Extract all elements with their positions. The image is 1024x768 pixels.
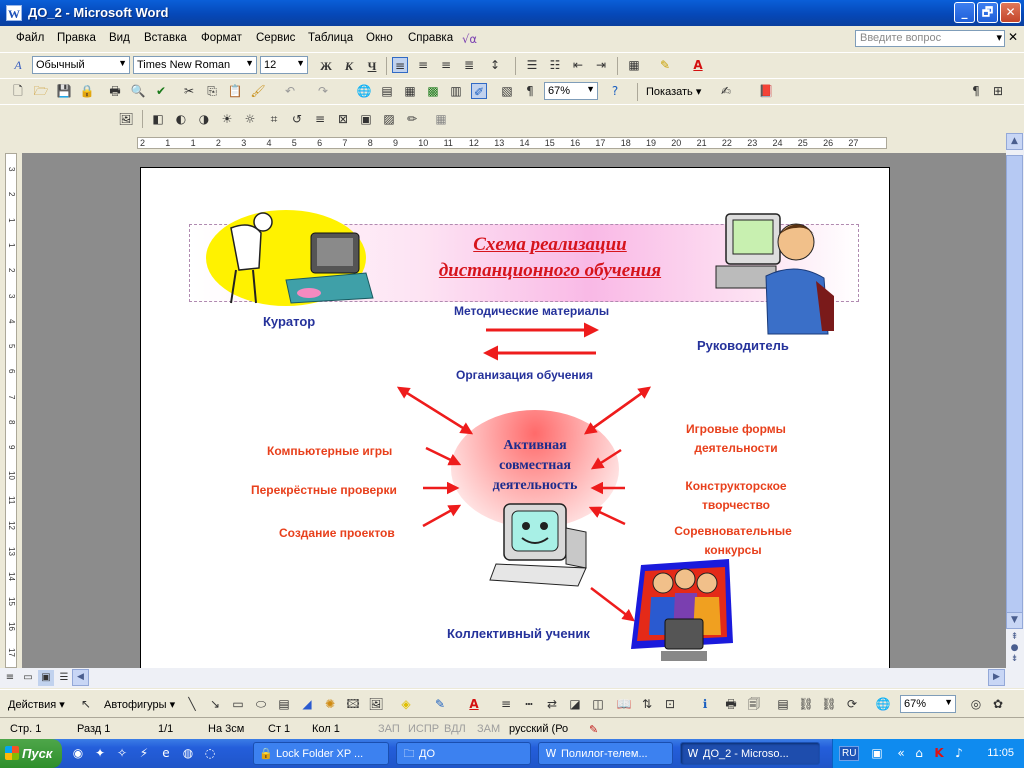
- ruler-number: 1: [190, 138, 196, 148]
- web-view-icon[interactable]: ▭: [23, 672, 33, 683]
- word-doc-icon: W: [687, 747, 699, 760]
- chevron-down-icon: ▼: [118, 58, 127, 68]
- menu-table[interactable]: Таблица: [308, 32, 354, 44]
- status-rec[interactable]: ЗАП: [378, 723, 400, 735]
- close-button[interactable]: ✕: [1000, 2, 1021, 23]
- link-icon[interactable]: ⛓: [798, 697, 814, 711]
- ruler-number: 3: [7, 167, 16, 172]
- ruler-number: 19: [646, 138, 657, 148]
- collective-student-label: Коллективный ученик: [447, 626, 590, 641]
- new-document-icon[interactable]: 🗋: [13, 84, 23, 98]
- oval-icon[interactable]: ⬭: [255, 697, 267, 711]
- title-line-1: Схема реализации: [473, 234, 627, 255]
- italic-button[interactable]: К: [344, 59, 354, 73]
- task-polilog[interactable]: W Полилог-телем...: [538, 742, 673, 765]
- print-layout-icon[interactable]: ▣: [38, 670, 54, 686]
- ruler-track: [5, 153, 17, 668]
- styles-icon[interactable]: A: [14, 58, 22, 72]
- next-page-icon[interactable]: ⇟: [1010, 654, 1019, 664]
- horizontal-scrollbar[interactable]: [0, 668, 1024, 688]
- ruler-number: 13: [7, 546, 16, 556]
- scroll-down-button[interactable]: ▼: [1006, 612, 1023, 629]
- close-document-button[interactable]: ✕: [1008, 30, 1019, 44]
- compress-icon[interactable]: ⊠: [337, 112, 349, 126]
- left-item-projects: Создание проектов: [279, 526, 395, 540]
- diagram-icon[interactable]: ✺: [324, 697, 336, 711]
- tray-icon[interactable]: «: [897, 746, 905, 760]
- set-transparent-icon[interactable]: ✏: [406, 112, 418, 126]
- outline-view-icon[interactable]: ☰: [59, 672, 69, 683]
- status-section: Разд 1: [77, 723, 111, 735]
- zoom-select[interactable]: 67% ▼: [544, 82, 598, 100]
- less-brightness-icon[interactable]: ☼: [244, 112, 256, 126]
- ruler-number: 6: [317, 138, 323, 148]
- ruler-number: 3: [241, 138, 247, 148]
- columns-icon[interactable]: ▥: [450, 84, 462, 98]
- line-style-icon[interactable]: ≡: [500, 697, 512, 711]
- ruler-number: 17: [595, 138, 606, 148]
- rectangle-icon[interactable]: ▭: [232, 697, 244, 711]
- book-icon[interactable]: 📖: [616, 697, 632, 711]
- ruler-number: 2: [140, 138, 146, 148]
- taskbar: [0, 739, 1024, 768]
- formatting-toolbar: [0, 52, 1024, 78]
- copy-icon[interactable]: ⎘: [207, 84, 217, 98]
- numbering-icon[interactable]: ☰: [526, 58, 538, 72]
- arrow-from-manager: [586, 388, 649, 433]
- line-icon[interactable]: ╲: [188, 697, 196, 711]
- show-hide-icon[interactable]: ¶: [526, 84, 534, 98]
- select-objects-icon[interactable]: ↖: [80, 697, 92, 711]
- window-title: ДО_2 - Microsoft Word: [28, 5, 169, 20]
- clipart-icon[interactable]: 🖾: [346, 697, 360, 711]
- ruler-number: 17: [7, 647, 16, 657]
- document-page[interactable]: [140, 167, 890, 668]
- ruler-number: 2: [7, 268, 16, 273]
- smiling-computer-clipart: [486, 498, 616, 590]
- game-forms-line-1: Игровые формы: [686, 422, 786, 436]
- equation-icon[interactable]: √α: [462, 32, 477, 46]
- ruler-number: 7: [7, 394, 16, 400]
- chevron-down-icon: ▼: [944, 697, 953, 707]
- vertical-scrollbar[interactable]: [1006, 133, 1024, 668]
- ruler-number: 14: [519, 138, 530, 148]
- quicklaunch-icon[interactable]: ◍: [182, 746, 194, 760]
- windows-logo-icon: [5, 746, 19, 760]
- font-size-select[interactable]: 12 ▼: [260, 56, 308, 74]
- scroll-right-button[interactable]: ▶: [988, 669, 1005, 686]
- ruler-number: 8: [367, 138, 373, 148]
- toolbar-separator: [617, 57, 618, 75]
- ruler-number: 11: [7, 495, 16, 505]
- ruler-number: 26: [823, 138, 834, 148]
- undo-icon[interactable]: ↶: [284, 84, 296, 98]
- ruler-number: 1: [7, 242, 16, 248]
- left-item-games: Компьютерные игры: [267, 444, 393, 458]
- center-line-3: деятельность: [492, 478, 578, 493]
- research-icon[interactable]: 📕: [758, 84, 774, 98]
- organization-label: Организация обучения: [456, 368, 594, 382]
- tables-borders-icon[interactable]: ▤: [381, 84, 393, 98]
- design-line-1: Конструкторское: [685, 479, 787, 493]
- contests-line-1: Соревновательные: [674, 524, 792, 538]
- save-icon[interactable]: 💾: [56, 84, 72, 98]
- replace-icon[interactable]: ⟳: [846, 697, 858, 711]
- student-monitor: [665, 619, 703, 649]
- task-folder[interactable]: 🗀 ДО: [396, 742, 531, 765]
- ruler-number: 18: [620, 138, 631, 148]
- scroll-thumb[interactable]: [1006, 155, 1023, 625]
- ruler-number: 16: [570, 138, 581, 148]
- decrease-indent-icon[interactable]: ⇤: [572, 58, 584, 72]
- volume-icon[interactable]: ♪: [955, 746, 963, 760]
- task-lock-folder[interactable]: 🔒 Lock Folder XP ...: [253, 742, 389, 765]
- fill-color-icon[interactable]: ◈: [401, 697, 411, 711]
- ruler-number: 2: [215, 138, 221, 148]
- ruler-number: 10: [418, 138, 429, 148]
- task-word-do2[interactable]: W ДО_2 - Microso...: [680, 742, 820, 765]
- borders-icon[interactable]: ▦: [628, 58, 640, 72]
- ruler-number: 4: [266, 138, 272, 148]
- text-wrapping-icon[interactable]: ▣: [360, 112, 372, 126]
- collective-student-clipart: [627, 553, 737, 668]
- ie-icon[interactable]: e: [162, 746, 170, 760]
- status-bar: [0, 717, 1024, 739]
- globe-icon[interactable]: 🌐: [875, 697, 891, 711]
- toolbar-separator: [386, 57, 387, 75]
- ruler-number: 9: [7, 445, 16, 450]
- computer-face: [512, 511, 558, 551]
- tray-icon[interactable]: ▣: [871, 746, 883, 760]
- font-color-icon[interactable]: A: [693, 58, 703, 72]
- bold-button[interactable]: Ж: [320, 59, 332, 73]
- group-icon[interactable]: ⊡: [664, 697, 676, 711]
- chevron-down-icon: ▼: [586, 84, 595, 94]
- format-painter-icon[interactable]: 🖌: [250, 84, 266, 98]
- student-head-1: [653, 573, 673, 593]
- preview-icon[interactable]: 🗐: [748, 697, 760, 711]
- info-icon[interactable]: ℹ: [702, 697, 708, 711]
- form-icon[interactable]: ▤: [777, 697, 789, 711]
- computer-side: [566, 528, 586, 568]
- computer-eye-left: [522, 522, 530, 530]
- manager-label: Руководитель: [697, 338, 789, 353]
- scroll-track[interactable]: [90, 669, 980, 686]
- chevron-down-icon: ▼: [296, 58, 305, 68]
- ruler-number: 15: [7, 597, 16, 606]
- standard-toolbar: [0, 78, 1024, 104]
- text-direction-icon[interactable]: ⇅: [641, 697, 653, 711]
- computer-keyboard: [490, 564, 586, 586]
- ruler-number: 5: [291, 138, 297, 148]
- more-contrast-icon[interactable]: ◐: [175, 112, 187, 126]
- ruler-number: 6: [7, 369, 16, 374]
- minimize-button[interactable]: _: [954, 2, 975, 23]
- line-color-icon[interactable]: ✎: [434, 697, 446, 711]
- menu-file[interactable]: Файл: [16, 32, 45, 44]
- folder-icon: 🗀: [403, 747, 415, 760]
- menu-insert[interactable]: Вставка: [144, 32, 187, 44]
- vertical-ruler[interactable]: [0, 153, 22, 668]
- ruler-number: 7: [342, 138, 348, 148]
- color-icon[interactable]: ◧: [152, 112, 164, 126]
- line-style-icon[interactable]: ≡: [314, 112, 326, 126]
- unlink-icon[interactable]: ⛓: [821, 697, 837, 711]
- ruler-number: 9: [393, 138, 399, 148]
- menu-window[interactable]: Окно: [366, 32, 393, 44]
- align-right-icon[interactable]: ≡: [440, 58, 452, 72]
- reset-picture-icon[interactable]: ▦: [435, 112, 447, 126]
- permission-icon[interactable]: 🔒: [79, 84, 95, 98]
- picture-icon[interactable]: 🖼: [368, 697, 384, 711]
- align-left-icon[interactable]: ≡: [392, 57, 408, 73]
- toolbar-separator: [637, 83, 638, 101]
- ruler-number: 21: [696, 138, 707, 148]
- status-trk[interactable]: ИСПР: [408, 723, 440, 735]
- ruler-number: 10: [7, 470, 16, 480]
- less-contrast-icon[interactable]: ◑: [198, 112, 210, 126]
- ruler-number: 8: [7, 420, 16, 425]
- ruler-number: 20: [671, 138, 682, 148]
- ruler-number: 12: [7, 521, 16, 531]
- chevron-down-icon: ▾: [996, 32, 1002, 44]
- menu-edit[interactable]: Правка: [57, 32, 96, 44]
- status-pages: 1/1: [158, 723, 174, 735]
- toolbar-separator: [515, 57, 516, 75]
- highlight-icon[interactable]: ✎: [659, 58, 671, 72]
- paragraph-mark-icon[interactable]: ¶: [972, 84, 980, 98]
- browse-object-icon[interactable]: ●: [1010, 643, 1019, 653]
- autoshapes-menu[interactable]: Автофигуры ▾: [104, 699, 176, 711]
- open-icon[interactable]: 🗁: [33, 84, 49, 98]
- scroll-left-button[interactable]: ◀: [72, 669, 89, 686]
- help-icon[interactable]: ?: [611, 84, 619, 98]
- ruler-number: 24: [772, 138, 783, 148]
- horizontal-ruler[interactable]: [0, 133, 1024, 153]
- chevron-down-icon: ▼: [245, 58, 254, 68]
- redo-icon[interactable]: ↷: [317, 84, 329, 98]
- print-icon[interactable]: 🖶: [725, 697, 737, 711]
- toolbar-options-icon[interactable]: ⊞: [992, 84, 1004, 98]
- normal-view-icon[interactable]: ≡: [5, 672, 15, 683]
- status-line: Ст 1: [268, 723, 291, 735]
- curator-label: Куратор: [263, 314, 316, 329]
- system-tray: [832, 739, 1024, 768]
- status-col: Кол 1: [312, 723, 340, 735]
- ruler-number: 12: [468, 138, 479, 148]
- clock[interactable]: 11:05: [987, 747, 1014, 759]
- more-brightness-icon[interactable]: ☀: [221, 112, 233, 126]
- increase-indent-icon[interactable]: ⇥: [595, 58, 607, 72]
- ruler-number: 11: [443, 138, 453, 148]
- maximize-button[interactable]: 🗗: [977, 2, 998, 23]
- right-item-game-forms: [681, 420, 791, 458]
- arrow-from-curator: [399, 388, 471, 433]
- font-select[interactable]: Times New Roman ▼: [133, 56, 257, 74]
- wordart-icon[interactable]: ◢: [302, 697, 312, 711]
- drawing-icon[interactable]: ✐: [471, 83, 487, 99]
- text-box-icon[interactable]: ▤: [278, 697, 290, 711]
- left-item-cross-checks: Перекрёстные проверки: [251, 483, 397, 497]
- title-line-2: дистанционного обучения: [438, 260, 662, 281]
- ruler-number: 1: [7, 217, 16, 223]
- hyperlink-icon[interactable]: 🌐: [356, 84, 372, 98]
- word-icon: W: [8, 7, 20, 21]
- status-page: Стр. 1: [10, 723, 42, 735]
- right-item-design: [671, 477, 801, 515]
- computer-eye-right: [540, 522, 548, 530]
- font-color-icon[interactable]: A: [469, 697, 479, 711]
- style-select[interactable]: Обычный ▼: [32, 56, 130, 74]
- quicklaunch-icon[interactable]: ✧: [116, 746, 128, 760]
- ruler-number: 4: [7, 318, 16, 324]
- ink-icon[interactable]: ✿: [992, 697, 1004, 711]
- document-area[interactable]: [22, 153, 1006, 668]
- ruler-number: 16: [7, 622, 16, 632]
- recolor-icon[interactable]: ◎: [970, 697, 982, 711]
- cut-icon[interactable]: ✂: [183, 84, 195, 98]
- status-at: На 3см: [208, 723, 245, 735]
- 3d-icon[interactable]: ◫: [592, 697, 604, 711]
- quicklaunch-icon[interactable]: ⚡: [139, 746, 149, 760]
- status-ext[interactable]: ВДЛ: [444, 723, 466, 735]
- ruler-number: 5: [7, 344, 16, 349]
- status-ovr[interactable]: ЗАМ: [477, 723, 501, 735]
- title-bar: [0, 0, 1024, 26]
- ruler-number: 22: [721, 138, 732, 148]
- lock-icon: 🔒: [259, 747, 273, 760]
- scroll-up-button[interactable]: ▲: [1006, 133, 1023, 150]
- ruler-number: 27: [848, 138, 859, 148]
- center-ellipse-text: [451, 436, 619, 496]
- ruler-number: 13: [494, 138, 505, 148]
- arrows-layer: [141, 168, 891, 668]
- menu-tools[interactable]: Сервис: [256, 32, 296, 44]
- bullets-icon[interactable]: ☷: [549, 58, 561, 72]
- word-doc-icon: W: [545, 747, 557, 760]
- contests-line-2: конкурсы: [704, 543, 762, 557]
- shadow-icon[interactable]: ◪: [569, 697, 581, 711]
- insert-excel-icon[interactable]: ▩: [427, 84, 439, 98]
- antivirus-icon[interactable]: K: [934, 746, 944, 760]
- ruler-number: 14: [7, 571, 16, 581]
- insert-table-icon[interactable]: ▦: [404, 84, 416, 98]
- ruler-number: 25: [797, 138, 808, 148]
- network-icon[interactable]: ⌂: [915, 746, 923, 760]
- crop-icon[interactable]: ⌗: [270, 112, 278, 126]
- arrow-projects: [423, 506, 459, 526]
- menu-view[interactable]: Вид: [109, 32, 130, 44]
- spelling-icon[interactable]: ✔: [155, 84, 167, 98]
- dash-style-icon[interactable]: ┅: [525, 697, 533, 711]
- prev-page-icon[interactable]: ⇞: [1010, 632, 1019, 642]
- arrow-style-icon[interactable]: ⇄: [546, 697, 558, 711]
- print-icon[interactable]: 🖶: [109, 84, 121, 98]
- design-line-2: творчество: [701, 498, 771, 512]
- print-preview-icon[interactable]: 🔍: [130, 84, 146, 98]
- center-line-2: совместная: [499, 458, 571, 473]
- rotate-icon[interactable]: ↺: [291, 112, 303, 126]
- student-desk: [661, 651, 707, 661]
- center-line-1: Активная: [503, 438, 567, 453]
- ruler-number: 23: [747, 138, 758, 148]
- game-forms-line-2: деятельности: [694, 441, 778, 455]
- line-spacing-icon[interactable]: ↕: [489, 58, 501, 72]
- picture-toolbar: [0, 104, 1024, 133]
- menu-help[interactable]: Справка: [408, 32, 454, 44]
- paste-icon[interactable]: 📋: [227, 84, 243, 98]
- format-picture-icon[interactable]: ▨: [383, 112, 395, 126]
- ruler-number: 3: [7, 293, 16, 298]
- language-indicator[interactable]: RU: [839, 746, 859, 761]
- toolbar-separator: [142, 110, 143, 128]
- student-head-2: [675, 569, 695, 589]
- quicklaunch-icon[interactable]: ◌: [204, 746, 216, 760]
- underline-button[interactable]: Ч: [367, 59, 377, 73]
- actions-menu[interactable]: Действия ▾: [8, 699, 65, 711]
- quicklaunch-icon[interactable]: ◉: [72, 746, 84, 760]
- quicklaunch-icon[interactable]: ✦: [94, 746, 106, 760]
- start-button[interactable]: Пуск: [0, 739, 62, 768]
- align-center-icon[interactable]: ≡: [417, 58, 429, 72]
- show-menu-button[interactable]: Показать ▾: [646, 86, 702, 98]
- ruler-number: 1: [165, 138, 171, 148]
- methodical-materials-label: Методические материалы: [454, 304, 610, 318]
- insert-picture-icon[interactable]: 🖼: [118, 112, 134, 126]
- spelling-status-icon[interactable]: ✎: [589, 723, 599, 736]
- document-map-icon[interactable]: ▧: [501, 84, 513, 98]
- help-search-input[interactable]: Введите вопрос ▾: [855, 30, 1005, 47]
- drawing-toolbar: [0, 689, 1024, 717]
- arrow-icon[interactable]: ↘: [209, 697, 221, 711]
- justify-icon[interactable]: ≣: [463, 58, 475, 72]
- ruler-number: 2: [7, 192, 16, 197]
- menu-format[interactable]: Формат: [201, 32, 242, 44]
- student-head-3: [697, 573, 717, 593]
- zoom-select-bottom[interactable]: 67% ▼: [900, 695, 956, 713]
- status-language: русский (Ро: [509, 723, 569, 735]
- reviewing-icon[interactable]: ✍: [720, 84, 732, 98]
- ruler-number: 15: [544, 138, 555, 148]
